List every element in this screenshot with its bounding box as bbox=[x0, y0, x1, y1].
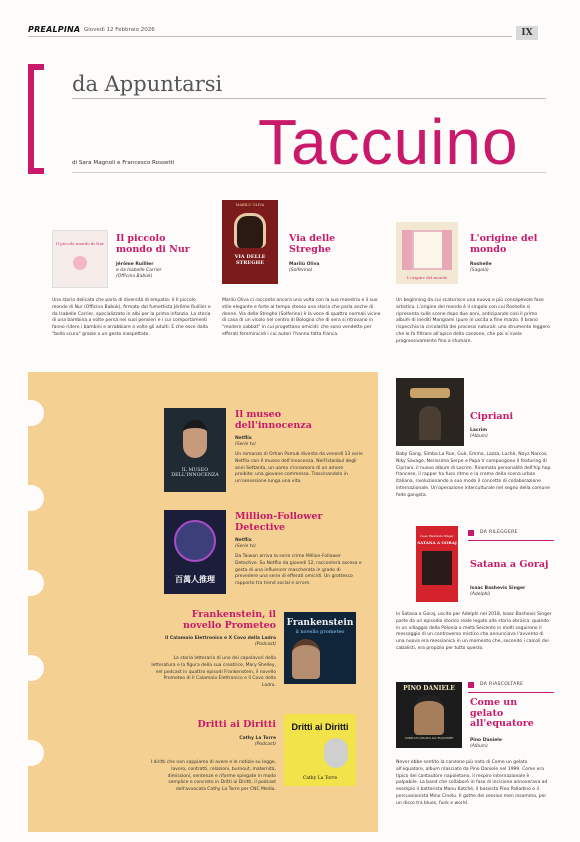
item-body: Una storia delicata che parla di diversità di empatia: è Il piccolo mondo di Nur (Officina Babùk), firmato dal fumettista Jérôme Ruillier e da Isabelle Carrier, specializzato in albi per la prima infanzia. La storia di una bambina a volte persa nei suoi pensieri e i cui comportamenti fanno ridere i bambini e arrabbiare a volte gli adulti. E che esce dalla "bolla scura" grazie a un gesto inaspettato. bbox=[52, 298, 211, 337]
binder-hole bbox=[18, 485, 44, 511]
cover-title: L'origine del mondo bbox=[406, 275, 448, 280]
item-format: (Serie tv) bbox=[235, 442, 256, 448]
item-body: I diritti che non sappiamo di avere e le notizie su legge, lavoro, contratti, relazioni, burnout, maternità, dimissioni, sentenze e riforme spiegate in modo semplice e concreto in Dritti ai Diritti, il podcast dell'avvocata Cathy La Torre per CNC Media. bbox=[150, 760, 276, 792]
cover-come-un-gelato bbox=[396, 682, 462, 748]
item-meta bbox=[470, 262, 550, 274]
cover-satana-a-goraj bbox=[416, 526, 458, 602]
cover-origine-del-mondo bbox=[396, 222, 458, 284]
item-author: Jérôme Ruillier bbox=[116, 262, 154, 267]
item-body: Marilù Oliva ci racconta ancora una volta con la sua maestria e il suo stile elegante e forte al tempo stesso una storia che parla anche di donne. Via delle Streghe (Solferino) è la voce di quattro normali vicine di casa di un vicolo nel centro di Bologna che di sera si ritrovano in "modern sabbat" in cui progettano omicidi: che sono vendette per efferati femminicidi i cui autori l'hanno fatta franca. bbox=[222, 298, 381, 337]
cover-frankenstein bbox=[284, 612, 356, 684]
cover-curtain bbox=[402, 230, 412, 270]
item-title: Il museo dell'innocenza bbox=[235, 409, 312, 431]
cover-curtain bbox=[442, 230, 452, 270]
item-body: Da Taiwan arriva la serie crime Million-Follower Detective. Su Netflix da giovedì 12, racconterà ascesa e gesta di una influencer mascherata in grado di prevedere una serie di efferati omicidi. Un grottesco rapporto tra trend social e orrore. bbox=[235, 554, 362, 586]
item-title: Dritti ai Diritti bbox=[197, 719, 276, 730]
cover-title: SATANA A GORAJ bbox=[417, 540, 457, 545]
cover-subtitle: Cathy La Torre bbox=[302, 776, 338, 781]
item-meta bbox=[235, 538, 256, 550]
page-number: IX bbox=[516, 26, 538, 40]
item-body: Baby Gang, Simba La Rue, Guè, Emma, Lazza, Luchè, Noyz Narcos, Niky Savage, Nerissima Serpe e Papa V compongono il featuring di Cipriani, il nuovo album di Lacrim. Rinomata personalità dell'hip hop francese, il rapper ha fuso ritmo e la crema della scena urban italiana, rivoluzionando a suo modo il concetto di collaborazione internazionale. Un'operazione interculturale nel segno della comune fede gangsta. bbox=[396, 452, 551, 498]
cover-author: MARILÙ OLIVA bbox=[235, 203, 265, 207]
cover-title: Dritti ai Diritti bbox=[291, 722, 349, 732]
item-artist: Pino Daniele bbox=[470, 738, 502, 743]
tag-marker bbox=[468, 530, 474, 536]
item-publisher: (Adelphi) bbox=[470, 592, 491, 598]
item-body: Never ebbe sentito la canzone più nota di Come un gelato all'equatore, album rilasciato da Pino Daniele nel 1999. Come era tipico del cantautore napoletano, il respiro internazionale è palpabile. La band che collaborò in fase di incisione annoverava ad esempio il batterista Manu Katché, il bassista Pino Palladino e il percussionista Mino Cinelu. Il gothe dei session men insomma, per un disco tra blues, funk e world. bbox=[396, 760, 548, 806]
cover-cipriani bbox=[396, 378, 464, 446]
item-author: Cathy La Torre bbox=[239, 736, 276, 741]
item-title: Via delle Streghe bbox=[289, 233, 336, 255]
cover-author: Isaac Bashevis Singer bbox=[420, 534, 454, 538]
tag-rule bbox=[468, 692, 554, 693]
cover-subtitle: COME UN GELATO ALL'EQUATORE bbox=[404, 737, 454, 740]
item-format: (Album) bbox=[470, 434, 488, 440]
cover-subtitle: il novello prometeo bbox=[295, 629, 345, 635]
item-title: Come un gelato all'equatore bbox=[470, 697, 534, 730]
binder-hole bbox=[18, 570, 44, 596]
cover-figure bbox=[419, 406, 441, 440]
tag-rule bbox=[468, 540, 554, 541]
item-artist: Lacrim bbox=[470, 428, 488, 433]
binder-hole bbox=[18, 740, 44, 766]
item-meta bbox=[116, 262, 196, 280]
cover-museo-innocenza bbox=[164, 408, 226, 492]
section-byline: di Sara Magnoli e Francesco Rossetti bbox=[72, 160, 175, 166]
cover-title: 百萬人推理 bbox=[175, 574, 215, 584]
item-publisher: (Solferino) bbox=[289, 268, 313, 274]
item-meta bbox=[170, 736, 276, 748]
cover-face bbox=[183, 420, 207, 458]
cover-title: Il piccolo mondo di Nur bbox=[56, 241, 104, 246]
item-meta bbox=[470, 586, 525, 598]
item-title: Frankenstein, il novello Prometeo bbox=[182, 609, 276, 631]
cover-portrait bbox=[414, 695, 444, 735]
section-kicker: da Appuntarsi bbox=[72, 72, 223, 96]
item-publisher: (Sagola) bbox=[470, 268, 489, 274]
cover-via-delle-streghe bbox=[222, 200, 278, 284]
binder-hole bbox=[18, 400, 44, 426]
cover-lamp bbox=[410, 388, 450, 398]
cover-title: VIA DELLE STREGHE bbox=[234, 254, 266, 266]
item-author: Il Calamaio Elettronico e X Covo della Ladra bbox=[165, 636, 276, 641]
cover-circle bbox=[174, 520, 216, 562]
item-author: Marilù Oliva bbox=[289, 262, 320, 267]
item-title: Cipriani bbox=[470, 411, 514, 422]
item-meta bbox=[289, 262, 367, 274]
item-body: In Satana a Goraj, uscito per Adelphi nel 2018, Isaac Bashevis Singer parte da un episodio storico reale legato alla storia ebraica: quando in un villaggio della Polonia a metà Seicento in molti seguirono il messaggio di un controverso mistico che annunciava l'avvento di una nuova era messianica in un momento che, secondo i calcoli dei cabalisti, era propizio per tutto questo. bbox=[396, 612, 552, 651]
cover-portrait bbox=[234, 213, 266, 248]
tag-label: DA RIASCOLTARE bbox=[480, 682, 524, 687]
item-format: (Serie tv) bbox=[235, 544, 256, 550]
item-body: Un beginning da cui scaturisce una nuova e più consapevole fase artistica. L'origine del mondo è il singolo con cui Roshelle si ripresenta sulle scene dopo due anni, anticipando così il primo album di inediti Mangiami (pure in uscita a fine marzo. Il brano rispecchia la circolarità dei processi naturali: uno strumento leggero che lo fa filtrare all'apice della canzone, che poi si svela progressivamente fino a sfumare. bbox=[396, 298, 550, 344]
tag-label: DA RILEGGERE bbox=[480, 530, 518, 535]
item-coauthor: e da Isabelle Carrier bbox=[116, 268, 162, 274]
masthead-logo: PREALPINA bbox=[28, 25, 81, 34]
section-bracket bbox=[28, 64, 44, 174]
item-title: Il piccolo mondo di Nur bbox=[116, 233, 190, 255]
cover-million-follower-detective bbox=[164, 510, 226, 594]
kicker-rule bbox=[72, 98, 546, 99]
item-format: (Album) bbox=[470, 744, 488, 750]
item-author: Roshelle bbox=[470, 262, 492, 267]
section-title: Taccuino bbox=[258, 106, 519, 178]
item-body: Un romanzo di Orhan Pamuk diventa da venerdì 13 serie Netflix con Il museo dell'innocenza. Nell'Istanbul degli anni Settanta, un uomo s'innamora di un amore proibito: una giovane commessa. Trascinandolo in un'ossessione lunga una vita. bbox=[235, 452, 363, 484]
item-publisher: (Officina Babùk) bbox=[116, 274, 153, 280]
cover-window bbox=[412, 230, 446, 270]
item-author: Isaac Bashevis Singer bbox=[470, 586, 526, 591]
item-title: Satana a Goraj bbox=[470, 559, 549, 570]
item-meta bbox=[130, 636, 276, 648]
item-body: La storia letteraria di uno dei capolavori della letteratura e la figura della sua creatrice, Mary Shelley, nel podcast in quattro episodi Frankenstein, il novello Prometeo di Il Calamaio Elettronico e Il Covo della Ladra. bbox=[151, 656, 276, 688]
item-platform: Netflix bbox=[235, 436, 252, 441]
header-rule bbox=[28, 36, 512, 37]
item-meta bbox=[235, 436, 256, 448]
item-platform: Netflix bbox=[235, 538, 252, 543]
item-title: Million-Follower Detective bbox=[235, 511, 323, 533]
cover-dritti-ai-diritti bbox=[284, 714, 356, 786]
cover-image bbox=[422, 551, 452, 585]
cover-figure bbox=[73, 256, 87, 270]
cover-title: PINO DANIELE bbox=[403, 685, 455, 692]
item-format: (Podcast) bbox=[254, 742, 276, 748]
issue-date: Giovedì 12 Febbraio 2026 bbox=[84, 27, 155, 33]
cover-portrait bbox=[324, 738, 348, 768]
cover-title: IL MUSEO DELL'INNOCENZA bbox=[171, 468, 219, 478]
cover-portrait bbox=[292, 639, 320, 679]
item-meta bbox=[470, 738, 502, 750]
cover-title: Frankenstein bbox=[286, 618, 354, 628]
cover-piccolo-mondo-di-nur bbox=[52, 230, 108, 288]
title-rule bbox=[72, 172, 546, 173]
item-format: (Podcast) bbox=[254, 642, 276, 648]
item-title: L'origine del mondo bbox=[470, 233, 538, 255]
item-meta bbox=[470, 428, 488, 440]
binder-hole bbox=[18, 655, 44, 681]
tag-marker bbox=[468, 682, 474, 688]
